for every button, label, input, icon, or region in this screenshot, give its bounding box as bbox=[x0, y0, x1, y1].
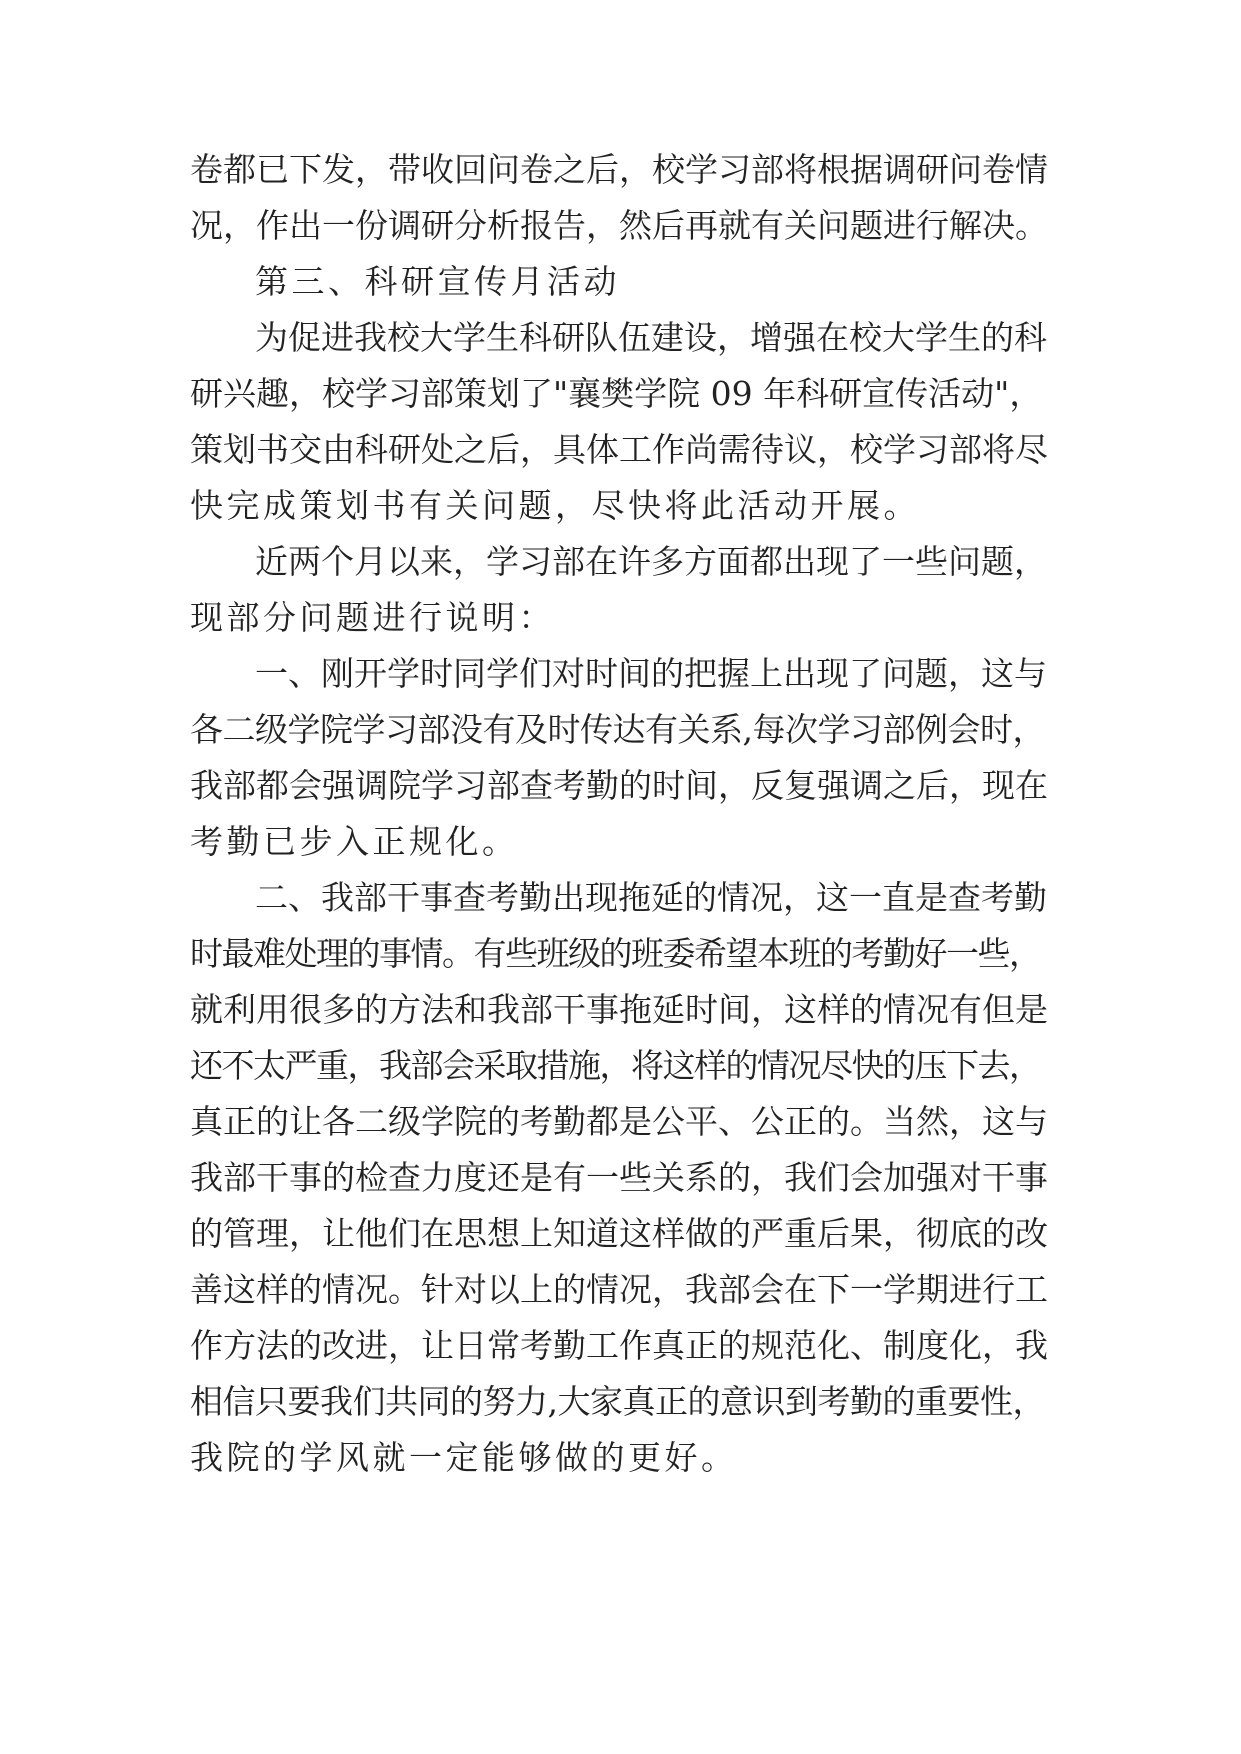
text-line: 我部都会强调院学习部查考勤的时间，反复强调之后，现在 bbox=[190, 766, 1048, 805]
text-line: 我院的学风就一定能够做的更好。 bbox=[190, 1438, 738, 1477]
text-line: 善这样的情况。针对以上的情况，我部会在下一学期进行工 bbox=[190, 1270, 1048, 1309]
text-line: 研兴趣，校学习部策划了"襄樊学院 09 年科研宣传活动"， bbox=[190, 374, 1043, 413]
text-line: 快完成策划书有关问题，尽快将此活动开展。 bbox=[190, 486, 920, 525]
text-line: 一、刚开学时同学们对时间的把握上出现了问题，这与 bbox=[255, 654, 1047, 693]
text-line: 卷都已下发，带收回问卷之后，校学习部将根据调研问卷情 bbox=[190, 150, 1048, 189]
text-line: 时最难处理的事情。有些班级的班委希望本班的考勤好一些， bbox=[190, 934, 1041, 973]
text-line: 二、我部干事查考勤出现拖延的情况，这一直是查考勤 bbox=[255, 878, 1047, 917]
text-line: 就利用很多的方法和我部干事拖延时间，这样的情况有但是 bbox=[190, 990, 1048, 1029]
text-line: 相信只要我们共同的努力,大家真正的意识到考勤的重要性， bbox=[190, 1382, 1045, 1421]
text-line: 还不太严重，我部会采取措施，将这样的情况尽快的压下去， bbox=[190, 1046, 1041, 1085]
text-line: 近两个月以来，学习部在许多方面都出现了一些问题， bbox=[255, 542, 1047, 581]
text-line: 为促进我校大学生科研队伍建设，增强在校大学生的科 bbox=[255, 318, 1047, 357]
section-heading: 第三、科研宣传月活动 bbox=[255, 262, 620, 301]
text-line: 现部分问题进行说明： bbox=[190, 598, 555, 637]
text-line: 真正的让各二级学院的考勤都是公平、公正的。当然，这与 bbox=[190, 1102, 1048, 1141]
text-line: 考勤已步入正规化。 bbox=[190, 822, 519, 861]
text-line: 策划书交由科研处之后，具体工作尚需待议，校学习部将尽 bbox=[190, 430, 1048, 469]
text-line: 况，作出一份调研分析报告，然后再就有关问题进行解决。 bbox=[190, 206, 1048, 245]
text-line: 我部干事的检查力度还是有一些关系的，我们会加强对干事 bbox=[190, 1158, 1048, 1197]
text-line: 各二级学院学习部没有及时传达有关系,每次学习部例会时， bbox=[190, 710, 1045, 749]
text-line: 的管理，让他们在思想上知道这样做的严重后果，彻底的改 bbox=[190, 1214, 1048, 1253]
text-line: 作方法的改进，让日常考勤工作真正的规范化、制度化，我 bbox=[190, 1326, 1048, 1365]
